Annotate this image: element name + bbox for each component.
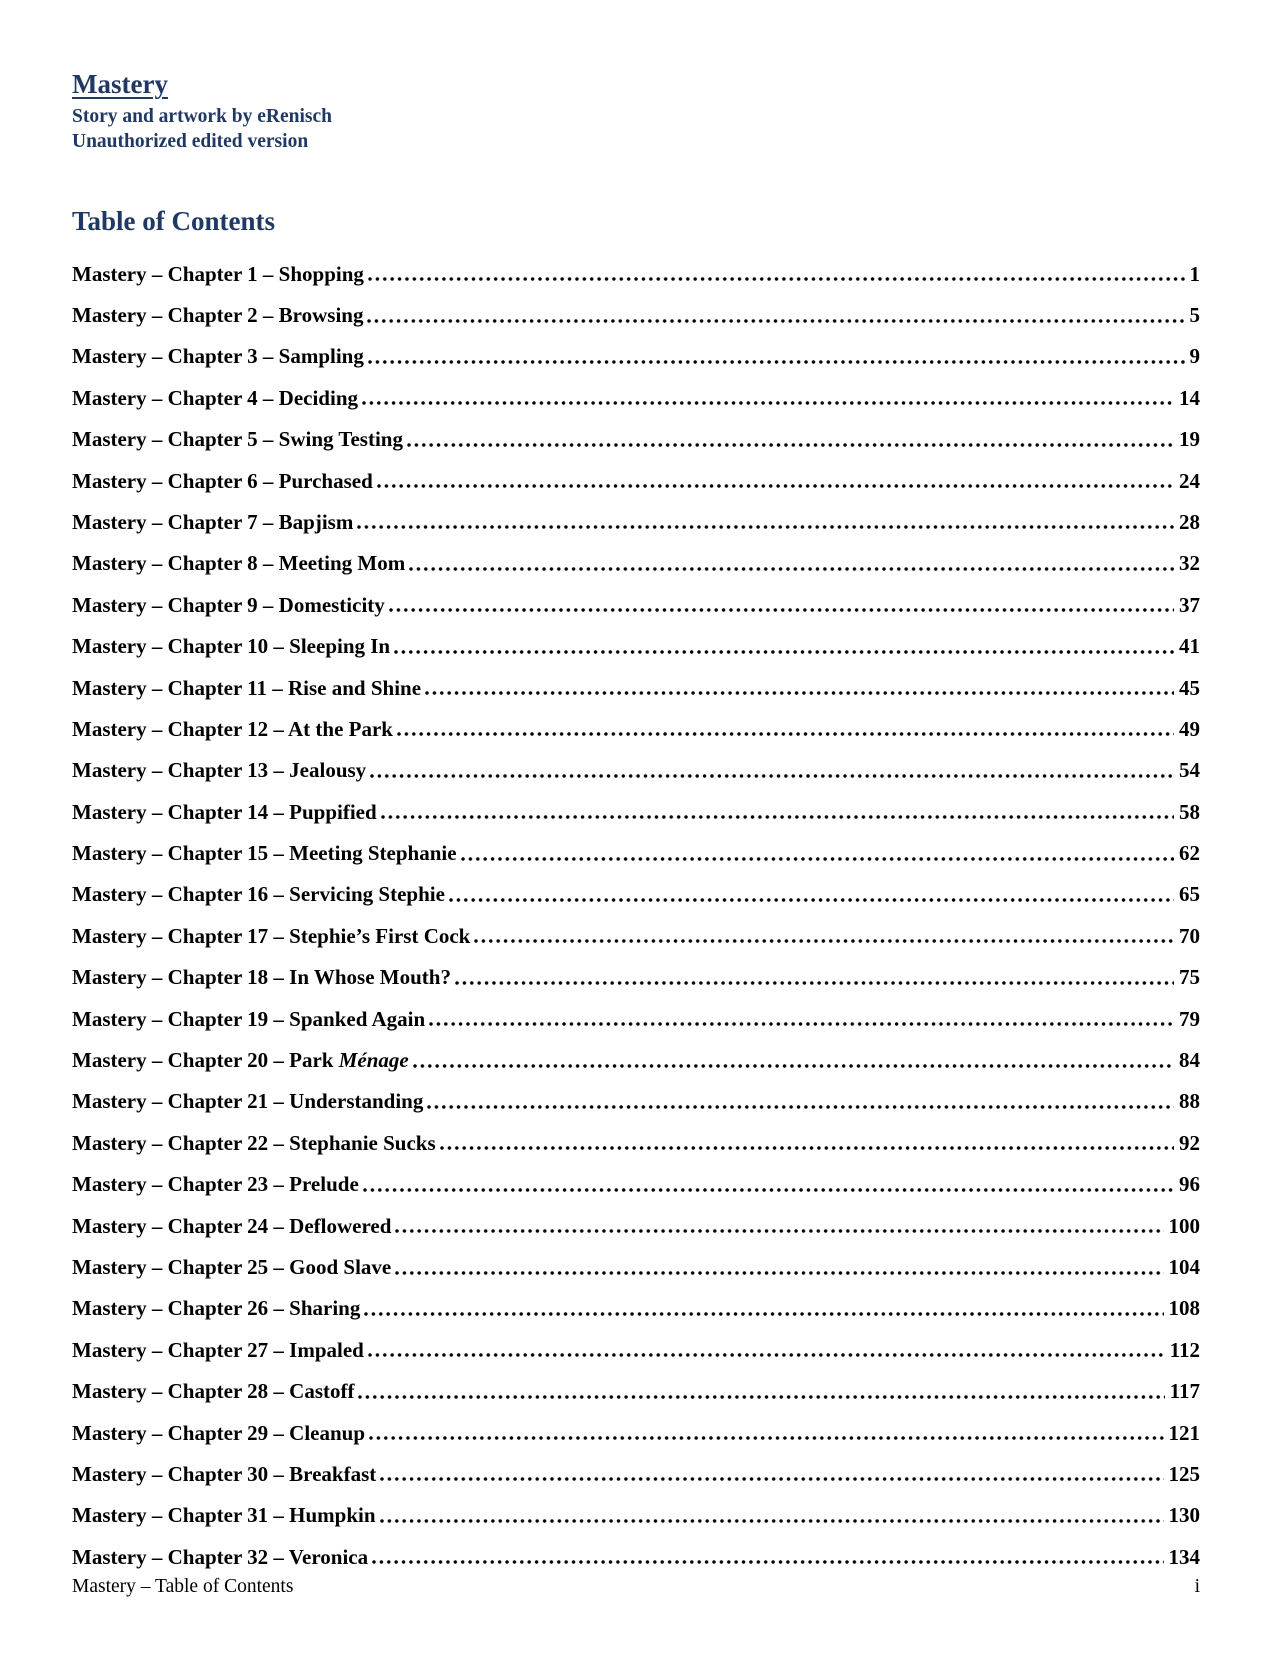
footer-running-title: Mastery – Table of Contents xyxy=(72,1576,294,1598)
toc-entry-page: 32 xyxy=(1179,551,1200,576)
toc-entry-label xyxy=(72,1546,368,1570)
dot-leader xyxy=(427,1104,1174,1110)
toc-entry-chapter-24[interactable] xyxy=(72,1197,1200,1238)
toc-entry-chapter-30[interactable] xyxy=(72,1445,1200,1486)
toc-entry-label-text: Mastery – Chapter 4 – Deciding xyxy=(72,385,358,410)
toc-heading: Table of Contents xyxy=(72,205,276,236)
document-title: Mastery xyxy=(72,69,168,99)
toc-entry-label xyxy=(72,345,364,369)
toc-entry-label-text: Mastery – Chapter 21 – Understanding xyxy=(72,1089,424,1114)
toc-entry-label xyxy=(72,801,377,825)
dot-leader xyxy=(429,1021,1174,1027)
toc-entry-page: 54 xyxy=(1179,758,1200,783)
document-header xyxy=(72,70,1200,154)
toc-entry-page: 130 xyxy=(1168,1503,1200,1528)
toc-entry-chapter-18[interactable] xyxy=(72,948,1200,989)
toc-entry-label xyxy=(72,511,353,535)
dot-leader xyxy=(364,1311,1163,1317)
toc-entry-page: 79 xyxy=(1179,1006,1200,1031)
toc-entry-label-text: Mastery – Chapter 29 – Cleanup xyxy=(72,1420,366,1445)
toc-entry-label-text: Mastery – Chapter 7 – Bapjism xyxy=(72,509,354,534)
dot-leader xyxy=(461,856,1174,862)
toc-entry-page: 104 xyxy=(1168,1254,1200,1279)
toc-entry-label xyxy=(72,1132,436,1156)
toc-entry-label xyxy=(72,1297,360,1321)
dot-leader xyxy=(380,1518,1164,1524)
toc-entry-page: 96 xyxy=(1179,1172,1200,1197)
toc-entry-chapter-25[interactable] xyxy=(72,1238,1200,1279)
toc-entry-page: 75 xyxy=(1179,965,1200,990)
toc-entry-chapter-11[interactable] xyxy=(72,659,1200,700)
toc-entry-label-text: Mastery – Chapter 6 – Purchased xyxy=(72,468,373,493)
toc-entry-label-text: Mastery – Chapter 12 – At the Park xyxy=(72,716,393,741)
toc-entry-label xyxy=(72,428,403,452)
footer-page-number: i xyxy=(1194,1576,1200,1598)
toc-entry-label-text: Mastery – Chapter 23 – Prelude xyxy=(72,1172,359,1197)
toc-entry-page: 121 xyxy=(1168,1420,1200,1445)
dot-leader xyxy=(389,607,1174,613)
toc-entry-label xyxy=(72,1090,423,1114)
toc-entry-label xyxy=(72,1008,425,1032)
page-footer xyxy=(72,1576,1200,1598)
dot-leader xyxy=(440,1145,1174,1151)
toc-entry-label xyxy=(72,263,364,287)
toc-entry-label-text: Mastery – Chapter 26 – Sharing xyxy=(72,1296,361,1321)
toc-entry-chapter-32[interactable] xyxy=(72,1528,1200,1569)
toc-entry-chapter-6[interactable] xyxy=(72,452,1200,493)
toc-entry-chapter-1[interactable] xyxy=(72,245,1200,286)
toc-entry-label xyxy=(72,635,390,659)
toc-entry-chapter-19[interactable] xyxy=(72,990,1200,1031)
toc-entry-label-text: Mastery – Chapter 2 – Browsing xyxy=(72,303,364,327)
toc-entry-page: 58 xyxy=(1179,799,1200,824)
toc-entry-chapter-29[interactable] xyxy=(72,1404,1200,1445)
toc-entry-chapter-9[interactable] xyxy=(72,576,1200,617)
toc-entry-label xyxy=(72,925,470,949)
toc-entry-label xyxy=(72,1173,359,1197)
toc-entry-chapter-3[interactable] xyxy=(72,328,1200,369)
toc-entry-chapter-2[interactable] xyxy=(72,286,1200,327)
toc-entry-label-text: Mastery – Chapter 18 – In Whose Mouth? xyxy=(72,965,451,990)
toc-entry-page: 70 xyxy=(1179,923,1200,948)
dot-leader xyxy=(370,773,1174,779)
toc-entry-chapter-14[interactable] xyxy=(72,783,1200,824)
toc-entry-chapter-22[interactable] xyxy=(72,1114,1200,1155)
toc-entry-label xyxy=(72,1215,391,1239)
toc-entry-chapter-21[interactable] xyxy=(72,1073,1200,1114)
toc-entry-label-text: Mastery – Chapter 15 – Meeting Stephanie xyxy=(72,841,457,866)
toc-entry-label xyxy=(72,1463,376,1487)
toc-entry-page: 125 xyxy=(1168,1461,1200,1486)
toc-entry-page: 84 xyxy=(1179,1048,1200,1073)
toc-entry-label-italic: Ménage xyxy=(338,1048,409,1073)
toc-entry-page: 134 xyxy=(1168,1544,1200,1569)
toc-entry-page: 24 xyxy=(1179,468,1200,493)
dot-leader xyxy=(363,1187,1174,1193)
toc-entry-label xyxy=(72,677,421,701)
toc-entry-page: 9 xyxy=(1189,344,1200,369)
dot-leader xyxy=(367,318,1184,324)
toc-entry-label xyxy=(72,1422,365,1446)
toc-entry-page: 19 xyxy=(1179,427,1200,452)
toc-entry-label-text: Mastery – Chapter 19 – Spanked Again xyxy=(72,1006,426,1031)
toc-entry-label-text: Mastery – Chapter 10 – Sleeping In xyxy=(72,634,391,659)
dot-leader xyxy=(381,814,1174,820)
toc-entry-page: 112 xyxy=(1169,1337,1200,1362)
toc-entry-chapter-16[interactable] xyxy=(72,866,1200,907)
toc-entry-label-text: Mastery – Chapter 30 – Breakfast xyxy=(72,1461,377,1486)
toc-entry-page: 62 xyxy=(1179,841,1200,866)
toc-entry-page: 117 xyxy=(1169,1379,1200,1404)
dot-leader xyxy=(380,1476,1163,1482)
toc-entry-label xyxy=(72,966,451,990)
toc-entry-chapter-28[interactable] xyxy=(72,1362,1200,1403)
toc-entry-label xyxy=(72,1339,364,1363)
toc-entry-page: 37 xyxy=(1179,592,1200,617)
toc-entry-page: 14 xyxy=(1179,385,1200,410)
toc-entry-label xyxy=(72,718,393,742)
table-of-contents xyxy=(72,245,1200,1570)
toc-entry-chapter-5[interactable] xyxy=(72,410,1200,451)
dot-leader xyxy=(357,524,1174,530)
toc-entry-page: 108 xyxy=(1168,1296,1200,1321)
toc-entry-label-text: Mastery – Chapter 11 – Rise and Shine xyxy=(72,675,422,700)
dot-leader xyxy=(474,938,1174,944)
dot-leader xyxy=(395,1228,1163,1234)
toc-entry-label xyxy=(72,1049,409,1073)
toc-entry-label xyxy=(72,304,363,328)
toc-entry-label-text: Mastery – Chapter 20 – Park xyxy=(72,1048,339,1073)
dot-leader xyxy=(395,1270,1163,1276)
dot-leader xyxy=(425,690,1174,696)
toc-entry-label-text: Mastery – Chapter 27 – Impaled xyxy=(72,1337,364,1362)
toc-entry-chapter-12[interactable] xyxy=(72,700,1200,741)
dot-leader xyxy=(362,400,1174,406)
toc-entry-label-text: Mastery – Chapter 28 – Castoff xyxy=(72,1379,355,1404)
toc-entry-chapter-13[interactable] xyxy=(72,741,1200,782)
toc-entry-label xyxy=(72,759,366,783)
toc-entry-label-text: Mastery – Chapter 14 – Puppified xyxy=(72,799,377,824)
toc-entry-label-text: Mastery – Chapter 3 – Sampling xyxy=(72,344,364,369)
dot-leader xyxy=(369,1435,1163,1441)
toc-entry-chapter-26[interactable] xyxy=(72,1280,1200,1321)
dot-leader xyxy=(455,980,1174,986)
toc-entry-label-text: Mastery – Chapter 32 – Veronica xyxy=(72,1544,369,1569)
toc-entry-page: 65 xyxy=(1179,882,1200,907)
toc-entry-label xyxy=(72,552,405,576)
toc-entry-label-text: Mastery – Chapter 16 – Servicing Stephie xyxy=(72,882,445,907)
toc-entry-label-text: Mastery – Chapter 31 – Humpkin xyxy=(72,1503,376,1528)
dot-leader xyxy=(397,731,1174,737)
dot-leader xyxy=(372,1559,1163,1565)
toc-entry-label-text: Mastery – Chapter 17 – Stephie’s First Cock xyxy=(72,923,471,948)
toc-entry-label xyxy=(72,387,358,411)
toc-entry-label xyxy=(72,470,373,494)
toc-entry-label-text: Mastery – Chapter 1 – Shopping xyxy=(72,261,364,286)
dot-leader xyxy=(368,1352,1165,1358)
toc-entry-chapter-17[interactable] xyxy=(72,907,1200,948)
toc-entry-label-text: Mastery – Chapter 13 – Jealousy xyxy=(72,758,367,783)
toc-entry-chapter-7[interactable] xyxy=(72,493,1200,534)
toc-entry-chapter-27[interactable] xyxy=(72,1321,1200,1362)
toc-entry-label-text: Mastery – Chapter 5 – Swing Testing xyxy=(72,427,403,452)
dot-leader xyxy=(368,276,1185,282)
dot-leader xyxy=(368,359,1185,365)
edition-note: Unauthorized edited version xyxy=(72,130,309,152)
toc-entry-label xyxy=(72,1504,376,1528)
toc-entry-label xyxy=(72,842,457,866)
toc-entry-label xyxy=(72,1380,354,1404)
toc-entry-page: 1 xyxy=(1189,261,1200,286)
toc-entry-page: 88 xyxy=(1179,1089,1200,1114)
toc-entry-chapter-10[interactable] xyxy=(72,617,1200,658)
dot-leader xyxy=(409,566,1174,572)
toc-entry-page: 5 xyxy=(1189,303,1200,327)
dot-leader xyxy=(358,1394,1164,1400)
toc-entry-label-text: Mastery – Chapter 25 – Good Slave xyxy=(72,1254,392,1279)
toc-entry-label xyxy=(72,594,385,618)
dot-leader xyxy=(449,897,1174,903)
toc-entry-page: 92 xyxy=(1179,1130,1200,1155)
dot-leader xyxy=(377,483,1174,489)
toc-entry-label-text: Mastery – Chapter 24 – Deflowered xyxy=(72,1213,392,1238)
toc-entry-page: 100 xyxy=(1168,1213,1200,1238)
dot-leader xyxy=(394,649,1174,655)
toc-entry-chapter-23[interactable] xyxy=(72,1155,1200,1196)
dot-leader xyxy=(407,442,1174,448)
toc-entry-chapter-20[interactable] xyxy=(72,1031,1200,1072)
toc-entry-page: 45 xyxy=(1179,675,1200,700)
toc-entry-chapter-15[interactable] xyxy=(72,824,1200,865)
toc-entry-chapter-31[interactable] xyxy=(72,1486,1200,1527)
toc-entry-label-text: Mastery – Chapter 22 – Stephanie Sucks xyxy=(72,1130,436,1155)
toc-entry-label-text: Mastery – Chapter 9 – Domesticity xyxy=(72,592,385,617)
toc-entry-chapter-4[interactable] xyxy=(72,369,1200,410)
toc-entry-page: 41 xyxy=(1179,634,1200,659)
dot-leader xyxy=(413,1063,1174,1069)
toc-entry-label-text: Mastery – Chapter 8 – Meeting Mom xyxy=(72,551,406,576)
toc-entry-page: 28 xyxy=(1179,509,1200,534)
byline: Story and artwork by eRenisch xyxy=(72,105,333,127)
toc-entry-label xyxy=(72,1256,391,1280)
toc-entry-page: 49 xyxy=(1179,716,1200,741)
toc-entry-label xyxy=(72,883,445,907)
toc-entry-chapter-8[interactable] xyxy=(72,534,1200,575)
